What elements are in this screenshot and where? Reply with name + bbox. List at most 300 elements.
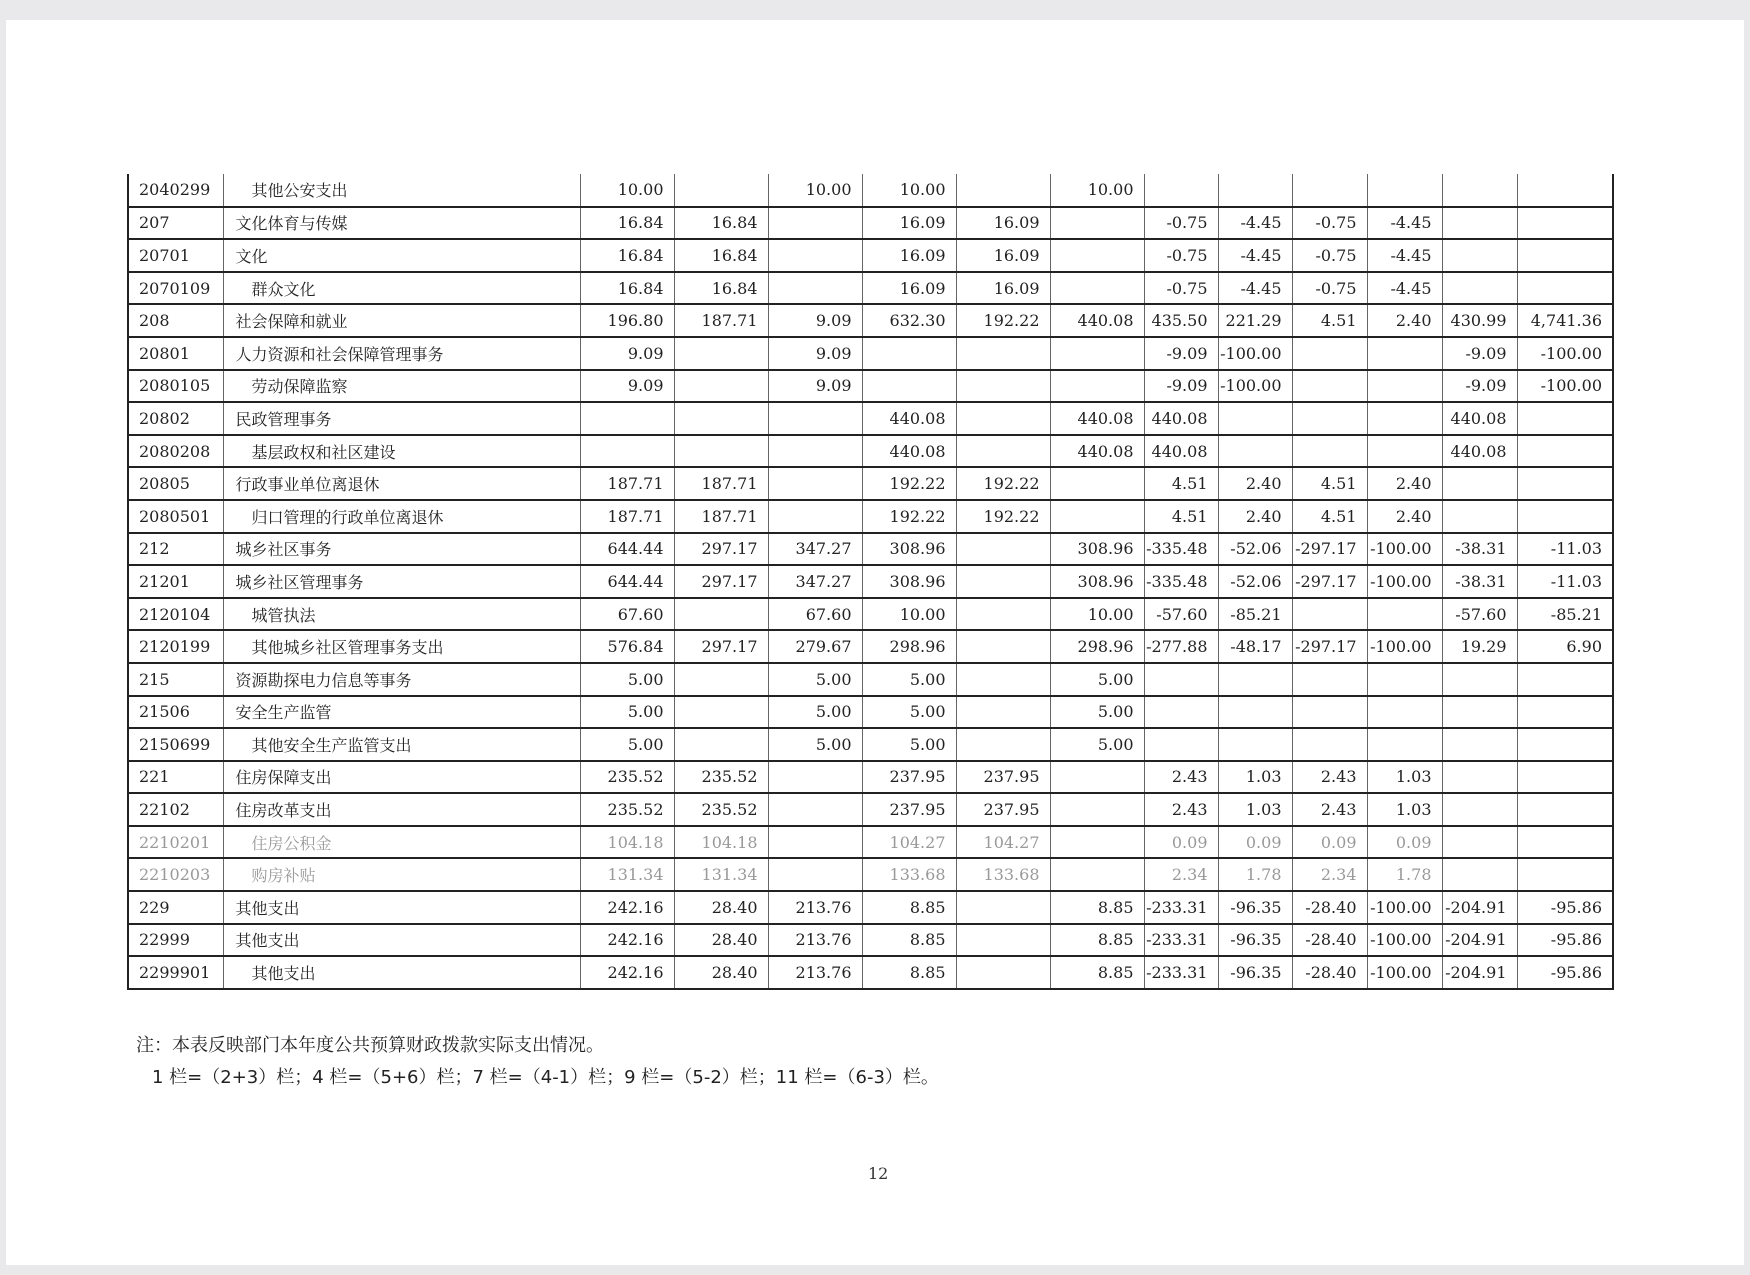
value-cell-col-12: -95.86 xyxy=(1517,956,1613,989)
subject-code-cell: 20802 xyxy=(128,402,223,435)
value-cell-col-8: -96.35 xyxy=(1218,924,1292,957)
value-cell-col-11 xyxy=(1442,826,1517,859)
value-cell-col-2: 187.71 xyxy=(674,304,768,337)
value-cell-col-7: 435.50 xyxy=(1144,304,1218,337)
value-cell-col-6: 10.00 xyxy=(1050,174,1144,207)
value-cell-col-5: 16.09 xyxy=(956,272,1050,305)
value-cell-col-2: 187.71 xyxy=(674,467,768,500)
value-cell-col-5: 192.22 xyxy=(956,500,1050,533)
subject-name-cell: 人力资源和社会保障管理事务 xyxy=(223,337,580,370)
value-cell-col-6: 440.08 xyxy=(1050,304,1144,337)
value-cell-col-6: 5.00 xyxy=(1050,696,1144,729)
value-cell-col-9: -297.17 xyxy=(1292,533,1367,566)
value-cell-col-11: 440.08 xyxy=(1442,435,1517,468)
value-cell-col-8: -52.06 xyxy=(1218,565,1292,598)
subject-code-cell: 2210201 xyxy=(128,826,223,859)
value-cell-col-3 xyxy=(768,858,862,891)
value-cell-col-7: -277.88 xyxy=(1144,630,1218,663)
value-cell-col-10: -100.00 xyxy=(1367,533,1442,566)
value-cell-col-3 xyxy=(768,467,862,500)
value-cell-col-1: 67.60 xyxy=(580,598,674,631)
value-cell-col-7 xyxy=(1144,174,1218,207)
subject-name-cell: 基层政权和社区建设 xyxy=(223,435,580,468)
value-cell-col-1: 16.84 xyxy=(580,239,674,272)
value-cell-col-11 xyxy=(1442,761,1517,794)
subject-code-cell: 2070109 xyxy=(128,272,223,305)
value-cell-col-9: 2.43 xyxy=(1292,793,1367,826)
value-cell-col-5 xyxy=(956,402,1050,435)
value-cell-col-2: 297.17 xyxy=(674,565,768,598)
value-cell-col-5 xyxy=(956,598,1050,631)
subject-code-cell: 229 xyxy=(128,891,223,924)
value-cell-col-12: -11.03 xyxy=(1517,533,1613,566)
value-cell-col-3: 347.27 xyxy=(768,533,862,566)
value-cell-col-8: -96.35 xyxy=(1218,956,1292,989)
value-cell-col-4: 104.27 xyxy=(862,826,956,859)
value-cell-col-5: 192.22 xyxy=(956,304,1050,337)
value-cell-col-6: 440.08 xyxy=(1050,402,1144,435)
value-cell-col-12 xyxy=(1517,467,1613,500)
value-cell-col-2 xyxy=(674,402,768,435)
value-cell-col-6 xyxy=(1050,500,1144,533)
value-cell-col-11: -38.31 xyxy=(1442,565,1517,598)
value-cell-col-10: -4.45 xyxy=(1367,239,1442,272)
value-cell-col-5: 133.68 xyxy=(956,858,1050,891)
table-row xyxy=(128,924,1613,957)
value-cell-col-1: 16.84 xyxy=(580,272,674,305)
value-cell-col-12 xyxy=(1517,858,1613,891)
value-cell-col-3: 9.09 xyxy=(768,304,862,337)
value-cell-col-4: 237.95 xyxy=(862,793,956,826)
value-cell-col-3: 213.76 xyxy=(768,924,862,957)
value-cell-col-9 xyxy=(1292,337,1367,370)
subject-name-cell: 资源勘探电力信息等事务 xyxy=(223,663,580,696)
value-cell-col-1: 242.16 xyxy=(580,891,674,924)
value-cell-col-9 xyxy=(1292,435,1367,468)
value-cell-col-12: 4,741.36 xyxy=(1517,304,1613,337)
value-cell-col-7 xyxy=(1144,728,1218,761)
value-cell-col-11: -9.09 xyxy=(1442,370,1517,403)
value-cell-col-2 xyxy=(674,663,768,696)
subject-code-cell: 21506 xyxy=(128,696,223,729)
value-cell-col-5 xyxy=(956,924,1050,957)
value-cell-col-4: 8.85 xyxy=(862,956,956,989)
value-cell-col-2: 28.40 xyxy=(674,891,768,924)
value-cell-col-4: 10.00 xyxy=(862,598,956,631)
value-cell-col-12: -95.86 xyxy=(1517,924,1613,957)
value-cell-col-6: 8.85 xyxy=(1050,956,1144,989)
subject-code-cell: 21201 xyxy=(128,565,223,598)
value-cell-col-10: 1.03 xyxy=(1367,793,1442,826)
subject-code-cell: 2120199 xyxy=(128,630,223,663)
value-cell-col-3: 9.09 xyxy=(768,370,862,403)
value-cell-col-6 xyxy=(1050,826,1144,859)
value-cell-col-6: 308.96 xyxy=(1050,533,1144,566)
subject-code-cell: 207 xyxy=(128,207,223,240)
value-cell-col-7: -9.09 xyxy=(1144,370,1218,403)
value-cell-col-6 xyxy=(1050,207,1144,240)
value-cell-col-12 xyxy=(1517,761,1613,794)
value-cell-col-9 xyxy=(1292,696,1367,729)
value-cell-col-5 xyxy=(956,370,1050,403)
value-cell-col-1: 187.71 xyxy=(580,467,674,500)
value-cell-col-7: -0.75 xyxy=(1144,207,1218,240)
value-cell-col-4 xyxy=(862,337,956,370)
table-row xyxy=(128,207,1613,240)
value-cell-col-4: 16.09 xyxy=(862,272,956,305)
value-cell-col-4: 10.00 xyxy=(862,174,956,207)
table-row xyxy=(128,696,1613,729)
value-cell-col-1: 16.84 xyxy=(580,207,674,240)
value-cell-col-8: 2.40 xyxy=(1218,500,1292,533)
value-cell-col-8: 1.03 xyxy=(1218,793,1292,826)
value-cell-col-8: -4.45 xyxy=(1218,239,1292,272)
subject-code-cell: 2040299 xyxy=(128,174,223,207)
value-cell-col-5: 16.09 xyxy=(956,207,1050,240)
value-cell-col-1: 9.09 xyxy=(580,370,674,403)
value-cell-col-3: 5.00 xyxy=(768,663,862,696)
value-cell-col-4: 192.22 xyxy=(862,467,956,500)
value-cell-col-11 xyxy=(1442,728,1517,761)
value-cell-col-9: 4.51 xyxy=(1292,500,1367,533)
value-cell-col-11 xyxy=(1442,663,1517,696)
subject-code-cell: 20701 xyxy=(128,239,223,272)
table-row xyxy=(128,467,1613,500)
value-cell-col-5 xyxy=(956,174,1050,207)
value-cell-col-4: 133.68 xyxy=(862,858,956,891)
table-row xyxy=(128,370,1613,403)
value-cell-col-5 xyxy=(956,891,1050,924)
value-cell-col-11: -38.31 xyxy=(1442,533,1517,566)
subject-code-cell: 2210203 xyxy=(128,858,223,891)
value-cell-col-11 xyxy=(1442,858,1517,891)
value-cell-col-1: 187.71 xyxy=(580,500,674,533)
subject-name-cell: 住房保障支出 xyxy=(223,761,580,794)
value-cell-col-8: 0.09 xyxy=(1218,826,1292,859)
value-cell-col-9: -0.75 xyxy=(1292,207,1367,240)
value-cell-col-11 xyxy=(1442,696,1517,729)
value-cell-col-2: 235.52 xyxy=(674,793,768,826)
value-cell-col-1: 5.00 xyxy=(580,728,674,761)
value-cell-col-4: 308.96 xyxy=(862,533,956,566)
value-cell-col-1: 104.18 xyxy=(580,826,674,859)
value-cell-col-3: 5.00 xyxy=(768,728,862,761)
value-cell-col-1: 5.00 xyxy=(580,696,674,729)
value-cell-col-3 xyxy=(768,207,862,240)
value-cell-col-1: 235.52 xyxy=(580,793,674,826)
subject-name-cell: 社会保障和就业 xyxy=(223,304,580,337)
value-cell-col-2 xyxy=(674,435,768,468)
value-cell-col-9: -0.75 xyxy=(1292,239,1367,272)
value-cell-col-8: 1.78 xyxy=(1218,858,1292,891)
subject-name-cell: 劳动保障监察 xyxy=(223,370,580,403)
value-cell-col-10: 0.09 xyxy=(1367,826,1442,859)
value-cell-col-7: 0.09 xyxy=(1144,826,1218,859)
value-cell-col-9 xyxy=(1292,728,1367,761)
value-cell-col-9 xyxy=(1292,174,1367,207)
subject-code-cell: 221 xyxy=(128,761,223,794)
value-cell-col-1: 196.80 xyxy=(580,304,674,337)
value-cell-col-7: -0.75 xyxy=(1144,239,1218,272)
value-cell-col-6: 8.85 xyxy=(1050,924,1144,957)
value-cell-col-7: -57.60 xyxy=(1144,598,1218,631)
value-cell-col-10: -100.00 xyxy=(1367,891,1442,924)
value-cell-col-2: 297.17 xyxy=(674,630,768,663)
value-cell-col-11 xyxy=(1442,239,1517,272)
value-cell-col-8: -85.21 xyxy=(1218,598,1292,631)
value-cell-col-10: 1.78 xyxy=(1367,858,1442,891)
subject-name-cell: 安全生产监管 xyxy=(223,696,580,729)
value-cell-col-7: -0.75 xyxy=(1144,272,1218,305)
value-cell-col-10 xyxy=(1367,370,1442,403)
value-cell-col-10 xyxy=(1367,435,1442,468)
value-cell-col-11: -204.91 xyxy=(1442,891,1517,924)
value-cell-col-3: 9.09 xyxy=(768,337,862,370)
value-cell-col-10: 1.03 xyxy=(1367,761,1442,794)
value-cell-col-10 xyxy=(1367,337,1442,370)
value-cell-col-3: 213.76 xyxy=(768,956,862,989)
subject-code-cell: 20801 xyxy=(128,337,223,370)
value-cell-col-4: 16.09 xyxy=(862,207,956,240)
subject-name-cell: 购房补贴 xyxy=(223,858,580,891)
value-cell-col-11: 430.99 xyxy=(1442,304,1517,337)
value-cell-col-7: 440.08 xyxy=(1144,402,1218,435)
table-row xyxy=(128,174,1613,207)
value-cell-col-1: 242.16 xyxy=(580,924,674,957)
value-cell-col-12 xyxy=(1517,500,1613,533)
page-number: 12 xyxy=(868,1164,889,1183)
value-cell-col-4: 237.95 xyxy=(862,761,956,794)
value-cell-col-9 xyxy=(1292,598,1367,631)
subject-code-cell: 208 xyxy=(128,304,223,337)
value-cell-col-12 xyxy=(1517,239,1613,272)
value-cell-col-2 xyxy=(674,337,768,370)
subject-code-cell: 212 xyxy=(128,533,223,566)
value-cell-col-10 xyxy=(1367,728,1442,761)
value-cell-col-2: 28.40 xyxy=(674,956,768,989)
value-cell-col-6: 5.00 xyxy=(1050,728,1144,761)
value-cell-col-5 xyxy=(956,728,1050,761)
value-cell-col-2: 16.84 xyxy=(674,207,768,240)
value-cell-col-6 xyxy=(1050,761,1144,794)
value-cell-col-8: -96.35 xyxy=(1218,891,1292,924)
subject-name-cell: 住房改革支出 xyxy=(223,793,580,826)
value-cell-col-10 xyxy=(1367,174,1442,207)
subject-name-cell: 民政管理事务 xyxy=(223,402,580,435)
subject-code-cell: 22999 xyxy=(128,924,223,957)
value-cell-col-7: 4.51 xyxy=(1144,500,1218,533)
value-cell-col-9: 0.09 xyxy=(1292,826,1367,859)
value-cell-col-7: -335.48 xyxy=(1144,533,1218,566)
value-cell-col-4: 308.96 xyxy=(862,565,956,598)
value-cell-col-10 xyxy=(1367,663,1442,696)
value-cell-col-11 xyxy=(1442,207,1517,240)
value-cell-col-12: 6.90 xyxy=(1517,630,1613,663)
value-cell-col-1: 242.16 xyxy=(580,956,674,989)
value-cell-col-10 xyxy=(1367,696,1442,729)
value-cell-col-11: 440.08 xyxy=(1442,402,1517,435)
table-row xyxy=(128,598,1613,631)
value-cell-col-10 xyxy=(1367,402,1442,435)
value-cell-col-3 xyxy=(768,435,862,468)
value-cell-col-6 xyxy=(1050,858,1144,891)
value-cell-col-11: 19.29 xyxy=(1442,630,1517,663)
value-cell-col-12: -100.00 xyxy=(1517,370,1613,403)
value-cell-col-7: -9.09 xyxy=(1144,337,1218,370)
subject-code-cell: 22102 xyxy=(128,793,223,826)
value-cell-col-3 xyxy=(768,761,862,794)
value-cell-col-7: -335.48 xyxy=(1144,565,1218,598)
value-cell-col-1 xyxy=(580,402,674,435)
value-cell-col-4: 5.00 xyxy=(862,696,956,729)
subject-name-cell: 归口管理的行政单位离退休 xyxy=(223,500,580,533)
subject-name-cell: 城乡社区事务 xyxy=(223,533,580,566)
subject-code-cell: 2080105 xyxy=(128,370,223,403)
value-cell-col-9: 2.34 xyxy=(1292,858,1367,891)
subject-name-cell: 其他公安支出 xyxy=(223,174,580,207)
value-cell-col-2: 16.84 xyxy=(674,239,768,272)
subject-code-cell: 2150699 xyxy=(128,728,223,761)
table-row xyxy=(128,858,1613,891)
subject-code-cell: 2080208 xyxy=(128,435,223,468)
value-cell-col-3 xyxy=(768,500,862,533)
subject-code-cell: 215 xyxy=(128,663,223,696)
value-cell-col-4: 440.08 xyxy=(862,435,956,468)
value-cell-col-7: 2.43 xyxy=(1144,761,1218,794)
value-cell-col-11: -57.60 xyxy=(1442,598,1517,631)
value-cell-col-4: 298.96 xyxy=(862,630,956,663)
value-cell-col-2 xyxy=(674,174,768,207)
value-cell-col-12 xyxy=(1517,826,1613,859)
value-cell-col-12 xyxy=(1517,174,1613,207)
value-cell-col-9: -0.75 xyxy=(1292,272,1367,305)
value-cell-col-2 xyxy=(674,598,768,631)
value-cell-col-9: 4.51 xyxy=(1292,467,1367,500)
table-row xyxy=(128,728,1613,761)
value-cell-col-8: -100.00 xyxy=(1218,370,1292,403)
value-cell-col-10: 2.40 xyxy=(1367,304,1442,337)
value-cell-col-8: -4.45 xyxy=(1218,207,1292,240)
value-cell-col-12 xyxy=(1517,207,1613,240)
subject-name-cell: 文化 xyxy=(223,239,580,272)
subject-name-cell: 城乡社区管理事务 xyxy=(223,565,580,598)
value-cell-col-11 xyxy=(1442,793,1517,826)
value-cell-col-1: 10.00 xyxy=(580,174,674,207)
subject-name-cell: 住房公积金 xyxy=(223,826,580,859)
value-cell-col-10: -100.00 xyxy=(1367,565,1442,598)
value-cell-col-5 xyxy=(956,435,1050,468)
value-cell-col-6 xyxy=(1050,239,1144,272)
value-cell-col-12: -11.03 xyxy=(1517,565,1613,598)
value-cell-col-2: 104.18 xyxy=(674,826,768,859)
value-cell-col-8 xyxy=(1218,696,1292,729)
table-row xyxy=(128,337,1613,370)
value-cell-col-7: 2.34 xyxy=(1144,858,1218,891)
value-cell-col-6: 298.96 xyxy=(1050,630,1144,663)
value-cell-col-4: 5.00 xyxy=(862,663,956,696)
value-cell-col-1: 644.44 xyxy=(580,533,674,566)
value-cell-col-5 xyxy=(956,956,1050,989)
value-cell-col-12 xyxy=(1517,435,1613,468)
value-cell-col-9: 4.51 xyxy=(1292,304,1367,337)
subject-code-cell: 2299901 xyxy=(128,956,223,989)
value-cell-col-9: -28.40 xyxy=(1292,956,1367,989)
value-cell-col-6 xyxy=(1050,467,1144,500)
value-cell-col-12: -100.00 xyxy=(1517,337,1613,370)
value-cell-col-4: 8.85 xyxy=(862,891,956,924)
document-page xyxy=(6,20,1744,1265)
value-cell-col-6: 308.96 xyxy=(1050,565,1144,598)
value-cell-col-3: 213.76 xyxy=(768,891,862,924)
value-cell-col-8 xyxy=(1218,174,1292,207)
table-row xyxy=(128,500,1613,533)
table-row xyxy=(128,565,1613,598)
table-row xyxy=(128,435,1613,468)
value-cell-col-11: -9.09 xyxy=(1442,337,1517,370)
subject-code-cell: 2080501 xyxy=(128,500,223,533)
value-cell-col-6: 10.00 xyxy=(1050,598,1144,631)
value-cell-col-2 xyxy=(674,696,768,729)
table-row xyxy=(128,533,1613,566)
value-cell-col-12 xyxy=(1517,696,1613,729)
value-cell-col-4: 5.00 xyxy=(862,728,956,761)
value-cell-col-8: 1.03 xyxy=(1218,761,1292,794)
value-cell-col-11 xyxy=(1442,272,1517,305)
value-cell-col-2: 187.71 xyxy=(674,500,768,533)
value-cell-col-3 xyxy=(768,826,862,859)
value-cell-col-5 xyxy=(956,696,1050,729)
value-cell-col-10: -4.45 xyxy=(1367,272,1442,305)
value-cell-col-8: -48.17 xyxy=(1218,630,1292,663)
value-cell-col-11 xyxy=(1442,174,1517,207)
value-cell-col-5: 16.09 xyxy=(956,239,1050,272)
value-cell-col-10: -100.00 xyxy=(1367,956,1442,989)
value-cell-col-7: -233.31 xyxy=(1144,891,1218,924)
value-cell-col-3: 5.00 xyxy=(768,696,862,729)
table-row xyxy=(128,826,1613,859)
value-cell-col-7: 440.08 xyxy=(1144,435,1218,468)
value-cell-col-12 xyxy=(1517,272,1613,305)
value-cell-col-1: 5.00 xyxy=(580,663,674,696)
value-cell-col-9: -297.17 xyxy=(1292,630,1367,663)
subject-code-cell: 2120104 xyxy=(128,598,223,631)
subject-name-cell: 其他安全生产监管支出 xyxy=(223,728,580,761)
subject-name-cell: 文化体育与传媒 xyxy=(223,207,580,240)
table-row xyxy=(128,239,1613,272)
value-cell-col-1: 131.34 xyxy=(580,858,674,891)
value-cell-col-4: 16.09 xyxy=(862,239,956,272)
value-cell-col-3 xyxy=(768,402,862,435)
value-cell-col-11 xyxy=(1442,467,1517,500)
table-row xyxy=(128,891,1613,924)
value-cell-col-4 xyxy=(862,370,956,403)
value-cell-col-2: 28.40 xyxy=(674,924,768,957)
subject-name-cell: 行政事业单位离退休 xyxy=(223,467,580,500)
value-cell-col-5 xyxy=(956,565,1050,598)
value-cell-col-8: -52.06 xyxy=(1218,533,1292,566)
value-cell-col-2: 235.52 xyxy=(674,761,768,794)
value-cell-col-7 xyxy=(1144,663,1218,696)
value-cell-col-9: -28.40 xyxy=(1292,924,1367,957)
value-cell-col-1: 235.52 xyxy=(580,761,674,794)
value-cell-col-3: 279.67 xyxy=(768,630,862,663)
value-cell-col-10: -100.00 xyxy=(1367,924,1442,957)
value-cell-col-2: 297.17 xyxy=(674,533,768,566)
table-row xyxy=(128,956,1613,989)
subject-code-cell: 20805 xyxy=(128,467,223,500)
value-cell-col-9 xyxy=(1292,370,1367,403)
value-cell-col-2 xyxy=(674,728,768,761)
